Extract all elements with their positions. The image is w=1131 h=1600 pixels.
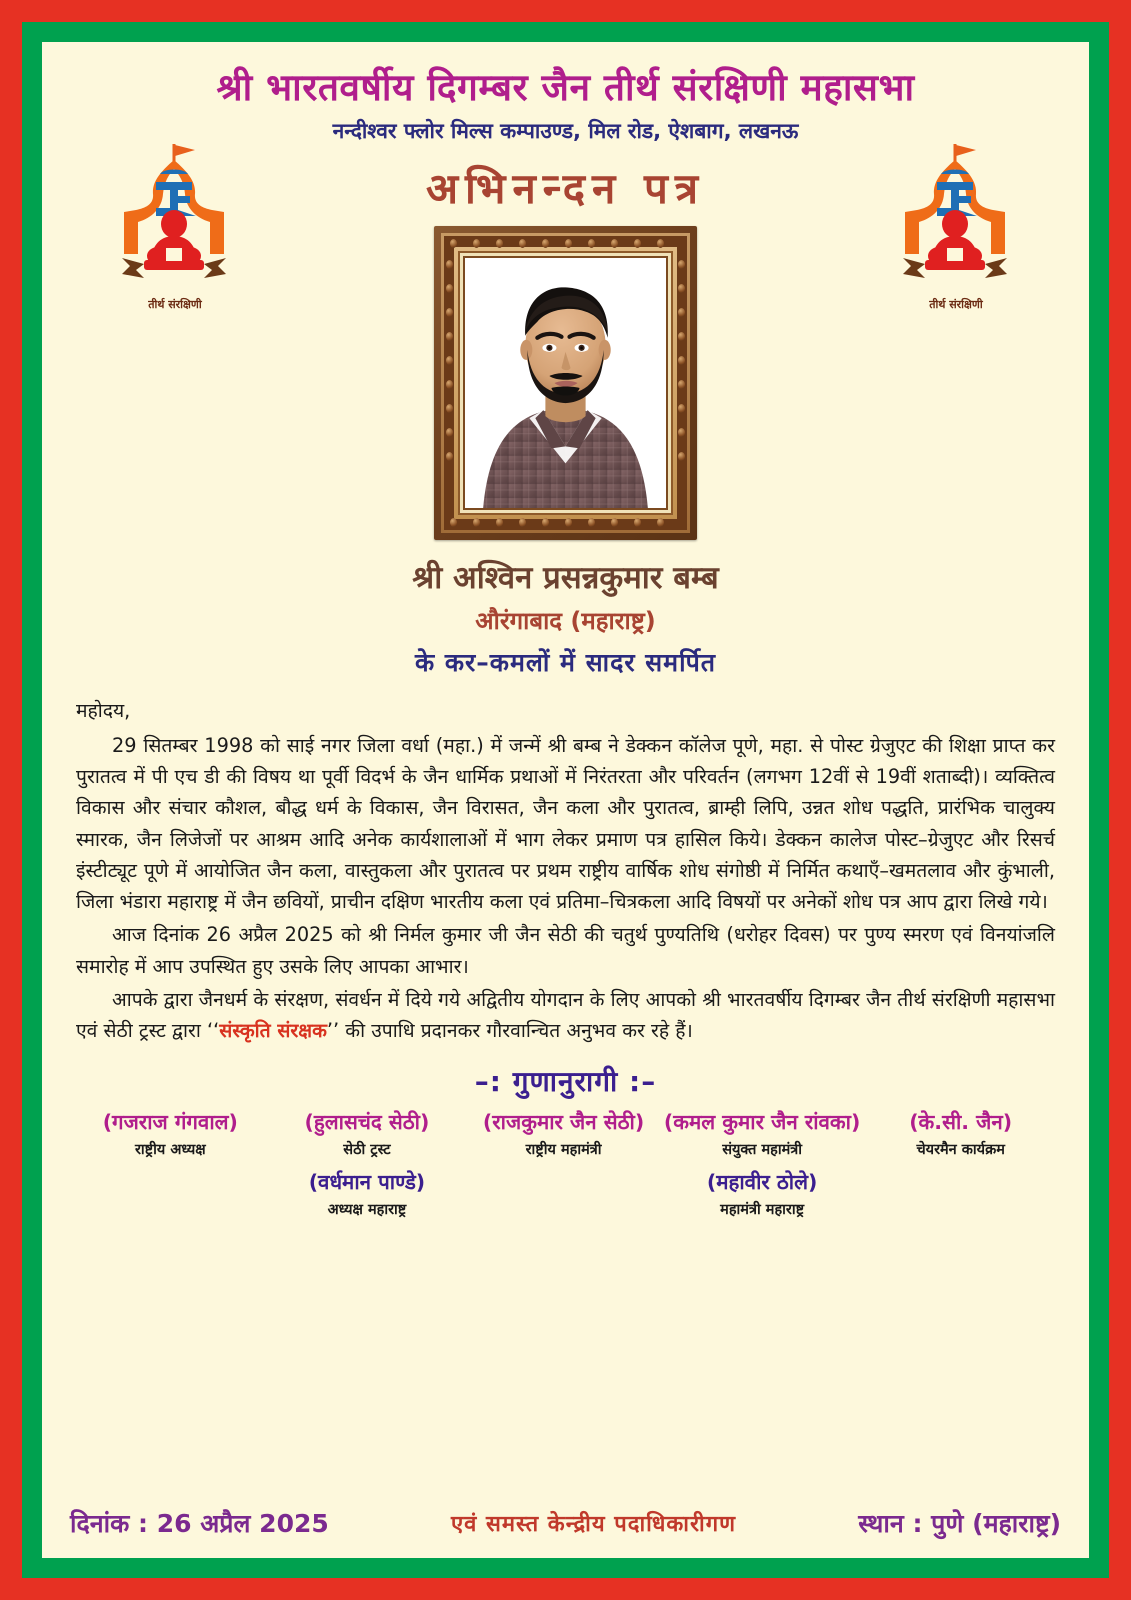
honoree-photo-frame	[434, 226, 697, 540]
temple-arch-icon	[881, 138, 1031, 303]
frame-mat	[460, 253, 671, 513]
footer-place: स्थान : पुणे (महाराष्ट्र)	[858, 1509, 1061, 1538]
signatory-name-secondary: (वर्धमान पाण्डे)	[308, 1170, 426, 1195]
signatory-role: राष्ट्रीय अध्यक्ष	[134, 1142, 206, 1159]
signatory-role: राष्ट्रीय महामंत्री	[525, 1142, 602, 1159]
document-title: अभिनन्दन पत्र	[425, 163, 706, 213]
logo-caption-right: तीर्थ संरक्षिणी	[929, 298, 983, 311]
signature-column	[269, 1108, 466, 1219]
signatory-name: (कमल कुमार जैन रांवका)	[663, 1110, 861, 1135]
jain-temple-logo-left	[100, 138, 250, 311]
signatory-name: (गजराज गंगवाल)	[102, 1110, 238, 1135]
signatory-name: (हुलासचंद सेठी)	[304, 1110, 430, 1135]
signature-column	[662, 1108, 862, 1219]
salutation: महोदय,	[76, 698, 131, 722]
certificate-page	[42, 42, 1089, 1558]
quote-close: ’’	[326, 1019, 340, 1043]
honoree-block	[42, 556, 1089, 679]
footer-date: दिनांक : 26 अप्रैल 2025	[70, 1509, 329, 1538]
signatory-name: (के.सी. जैन)	[909, 1110, 1013, 1135]
signatory-name: (राजकुमार जैन सेठी)	[482, 1110, 645, 1135]
signature-column	[72, 1108, 269, 1159]
signatory-role: चेयरमैन कार्यक्रम	[916, 1142, 1005, 1159]
signatory-role-secondary: अध्यक्ष महाराष्ट्र	[327, 1202, 407, 1219]
signature-column	[862, 1108, 1059, 1159]
honoree-place: औरंगाबाद (महाराष्ट्र)	[475, 606, 656, 635]
frame-inner-wood	[458, 251, 673, 515]
honoree-name: श्री अश्विन प्रसन्नकुमार बम्ब	[412, 559, 719, 596]
logo-caption-left: तीर्थ संरक्षिणी	[148, 298, 202, 311]
frame-liner	[463, 256, 668, 510]
honorary-title: संस्कृति संरक्षक	[219, 1019, 327, 1043]
signatory-role: संयुक्त महामंत्री	[722, 1142, 803, 1159]
temple-arch-icon	[100, 138, 250, 303]
signatory-role-secondary: महामंत्री महाराष्ट्र	[720, 1202, 805, 1219]
organization-address: नन्दीश्वर फ्लोर मिल्स कम्पाउण्ड, मिल रोड, ऐशबाग, लखनऊ	[332, 118, 799, 143]
honoree-portrait	[465, 258, 666, 508]
final-text-before: आपके द्वारा जैनधर्म के संरक्षण, संवर्धन में दिये गये अद्वितीय योगदान के लिए आपको श्री भारतवर्षीय दिगम्बर जैन तीर्थ संरक्षिणी महासभा एवं सेठी ट्रस्ट द्वारा	[76, 987, 1055, 1043]
jain-temple-logo-right	[881, 138, 1031, 311]
frame-gold-band	[441, 233, 690, 533]
quote-open: ‘‘	[207, 1019, 220, 1043]
body-paragraph-3	[76, 984, 1055, 1047]
signature-column	[465, 1108, 662, 1159]
body-paragraph-1: 29 सितम्बर 1998 को साई नगर जिला वर्धा (महा.) में जन्में श्री बम्ब ने डेक्कन कॉलेज पूणे, महा. से पोस्ट ग्रेजुएट की शिक्षा प्राप्त कर पुरातत्व में पी एच डी की विषय था पूर्वी विदर्भ के जैन धार्मिक प्रथाओं में निरंतरता और परिवर्तन (लगभग 12वीं से 19वीं शताब्दी)। व्यक्तित्व विकास और संचार कौशल, बौद्ध धर्म के विकास, जैन विरासत, जैन कला और पुरातत्व, ब्राम्ही लिपि, उन्नत शोध पद्धति, प्रारंभिक चालुक्य स्मारक, जैन लिजेजों पर आश्रम आदि अनेक कार्यशालाओं में भाग लेकर प्रमाण पत्र हासिल किये। डेक्कन कालेज पोस्ट–ग्रेजुएट और रिसर्च इंस्टीट्यूट पूणे में आयोजित जैन कला, वास्तुकला और पुरातत्व पर प्रथम राष्ट्रीय वार्षिक शोध संगोष्ठी में निर्मित कथाएँ–खमतलाव और कुंभाली, जिला भंडारा महाराष्ट्र में जैन छवियों, प्राचीन दक्षिण भारतीय कला एवं प्रतिमा–चित्रकला आदि विषयों पर अनेकों शोध पत्र आप द्वारा लिखे गये।	[76, 733, 1055, 914]
signatures-row	[72, 1108, 1059, 1219]
organization-title: श्री भारतवर्षीय दिगम्बर जैन तीर्थ संरक्षिणी महासभा	[216, 66, 915, 109]
signatory-name-secondary: (महावीर ठोले)	[706, 1170, 818, 1195]
certificate-header	[42, 42, 1089, 311]
certificate-body	[76, 695, 1055, 1047]
certificate-inner-border	[22, 22, 1109, 1578]
footer-center-text: एवं समस्त केन्द्रीय पदाधिकारीगण	[450, 1512, 736, 1537]
body-paragraph-2: आज दिनांक 26 अप्रैल 2025 को श्री निर्मल कुमार जी जैन सेठी की चतुर्थ पुण्यतिथि (धरोहर दिवस) पर पुण्य स्मरण एवं विनयांजलि समारोह में आप उपस्थित हुए उसके लिए आपका आभार।	[76, 923, 1055, 978]
frame-outer-wood	[434, 226, 697, 540]
final-text-after: की उपाधि प्रदानकर गौरवान्चित अनुभव कर रहे हैं।	[339, 1019, 693, 1043]
frame-bead-band	[444, 236, 687, 530]
signatures-heading: –: गुणानुरागी :–	[474, 1065, 657, 1099]
certificate-footer	[42, 1506, 1089, 1540]
signatory-role: सेठी ट्रस्ट	[343, 1142, 391, 1159]
frame-inner-gold	[454, 247, 677, 519]
dedication-line: के कर–कमलों में सादर समर्पित	[414, 647, 717, 677]
